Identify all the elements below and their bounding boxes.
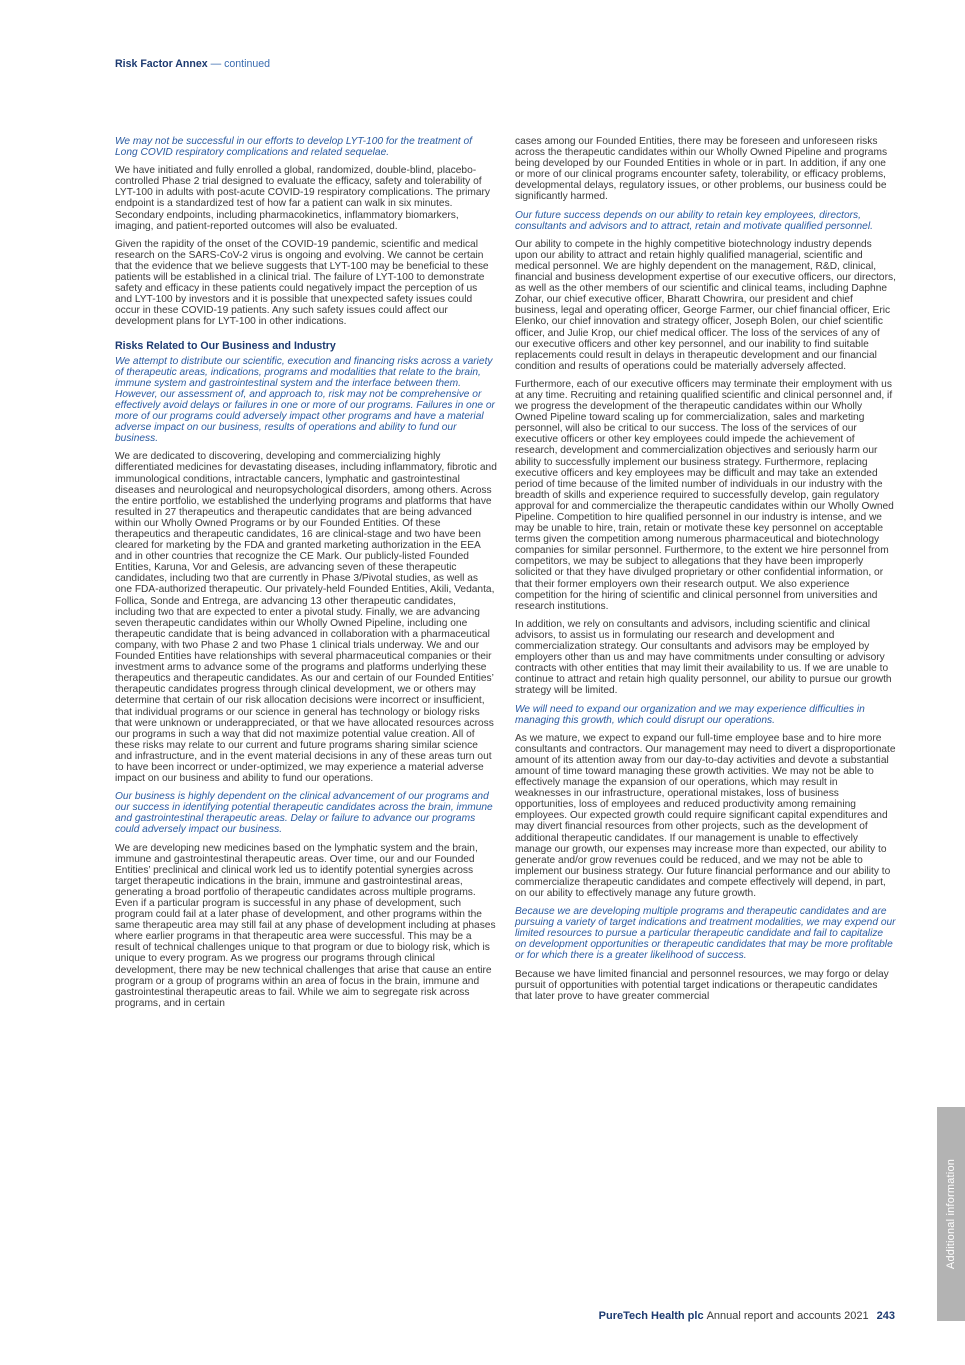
- body-paragraph: Because we have limited financial and personnel resources, we may forgo or delay pursuit of opportunities with potential target indications or therapeutic candidates that later prove to have greater commercial: [515, 968, 889, 1002]
- subheading-italic: We attempt to distribute our scientific, execution and financing risks across a variety of therapeutic areas, indications, programs and modalities that relate to the brain, immune system and gastrointestinal system and the interface between them. However, our assessment of, and approach to, risk may not be comprehensive or effectively avoid delays or failures in one or more of our programs. Failures in one or more of our programs could adversely impact other programs and have a material adverse impact on our business, results of operations and ability to fund our business.: [115, 355, 495, 445]
- footer-report-title: Annual report and accounts 2021: [706, 1310, 869, 1322]
- right-column: [515, 136, 896, 1009]
- body-paragraph: Our ability to compete in the highly competitive biotechnology industry depends upon our ability to attract and retain highly qualified managerial, scientific and medical personnel. We are highly dependent on the management, R&D, clinical, financial and business development expertise of our executive officers, our directors, as well as the other members of our scientific and clinical teams, including Daphne Zohar, our chief executive officer, Bharatt Chowrira, our president and chief business, legal and operating officer, George Farmer, our chief financial officer, Eric Elenko, our chief innovation and strategy officer, Joseph Bolen, our chief scientific officer, and Julie Krop, our chief medical officer. The loss of the services of any of our executive officers and other key personnel, and our inability to find suitable replacements could result in delays in therapeutic development and our financial condition and results of operations could be materially adversely affected.: [515, 238, 896, 372]
- side-tab-label: Additional information: [945, 1158, 957, 1270]
- body-paragraph: Furthermore, each of our executive officers may terminate their employment with us at any time. Recruiting and retaining qualified scientific and clinical personnel and, if we progress the development of the therapeutic candidates within our Wholly Owned Pipeline toward scaling up for commercialization, sales and marketing personnel, will also be critical to our success. The loss of the services of our executive officers or other key employees could impede the achievement of research, development and commercialization objectives and seriously harm our ability to successfully implement our business strategy. Furthermore, replacing executive officers and key employees may be difficult and may take an extended period of time because of the limited number of individuals in our industry with the breadth of skills and experience required to successfully develop, gain regulatory approval for and commercialize the therapeutic candidates within our Wholly Owned Pipeline. Competition to hire qualified personnel in our industry is intense, and we may be unable to hire, train, retain or motivate these key personnel on acceptable terms given the competition among numerous pharmaceutical and biotechnology companies for similar personnel. Furthermore, to the extent we hire personnel from competitors, we may be subject to allegations that they have been improperly solicited or that they have divulged proprietary or other confidential information, or that their former employers own their research output. We also experience competition for the hiring of scientific and clinical personnel from universities and research institutions.: [515, 378, 894, 612]
- section-side-tab: [937, 1107, 965, 1321]
- section-continued: — continued: [207, 58, 271, 70]
- left-column: [115, 136, 497, 1016]
- page-footer: [599, 1310, 895, 1322]
- subheading-italic: Our business is highly dependent on the clinical advancement of our programs and our success in identifying potential therapeutic candidates across the brain, immune and gastrointestinal therapeutic areas. Delay or failure to advance our programs could adversely impact our business.: [115, 791, 493, 836]
- page-number: 243: [876, 1310, 895, 1322]
- body-paragraph: In addition, we rely on consultants and advisors, including scientific and clinical advisors, to assist us in formulating our research and development and commercialization strategy. Our consultants and advisors may be employed by employers other than us and may have commitments under consulting or advisory contracts with other entities that may limit their availability to us. If we are unable to continue to attract and retain high quality personnel, our ability to pursue our growth strategy will be limited.: [515, 618, 892, 697]
- body-paragraph: cases among our Founded Entities, there may be foreseen and unforeseen risks across the therapeutic candidates within our Wholly Owned Pipeline and programs being developed by our Founded Entities in whole or in part. In addition, if any one or more of our clinical programs encounter safety, tolerability, or efficacy problems, developmental delays, regulatory issues, or other problems, our business could be significantly harmed.: [515, 136, 888, 203]
- subheading-italic: Because we are developing multiple programs and therapeutic candidates and are pursuing a variety of target indications and treatment modalities, we may expend our limited resources to pursue a particular therapeutic candidate and fail to capitalize on development opportunities or therapeutic candidates that may be more profitable or for which there is a greater likelihood of success.: [515, 906, 896, 962]
- body-paragraph: As we mature, we expect to expand our full-time employee base and to hire more consultants and contractors. Our management may need to divert a disproportionate amount of its attention away from our day-to-day activities and devote a substantial amount of time toward managing these growth activities. We may not be able to effectively manage the expansion of our operations, which may result in weaknesses in our infrastructure, operational mistakes, loss of business opportunities, loss of employees and reduced productivity among remaining employees. Our expected growth could require significant capital expenditures and may divert financial resources from other projects, such as the development of additional therapeutic candidates. If our management is unable to effectively manage our growth, our expenses may increase more than expected, our ability to generate and/or grow revenues could be reduced, and we may not be able to implement our business strategy. Our future financial performance and our ability to commercialize therapeutic candidates and compete effectively will depend, in part, on our ability to effectively manage any future growth.: [515, 732, 896, 899]
- subheading-italic: Our future success depends on our ability to retain key employees, directors, consultants and advisors and to attract, retain and motivate qualified personnel.: [515, 209, 873, 232]
- running-header: [115, 58, 270, 70]
- footer-brand: PureTech Health plc: [598, 1310, 704, 1322]
- section-title: Risk Factor Annex: [115, 58, 208, 70]
- body-paragraph: We have initiated and fully enrolled a global, randomized, double-blind, placebo-controlled Phase 2 trial designed to evaluate the efficacy, safety and tolerability of LYT-100 in adults with post-acute COVID-19 respiratory complications. The primary endpoint is a standardized test of how far a patient can walk in six minutes. Secondary endpoints, including pharmacokinetics, inflammatory biomarkers, imaging, and patient-reported outcomes will also be evaluated.: [115, 165, 491, 232]
- body-paragraph: We are developing new medicines based on the lymphatic system and the brain, immune and gastrointestinal therapeutic areas. Over time, our and our Founded Entities’ preclinical and clinical work led us to identify potential synergies across target therapeutic indications in the brain, immune and gastrointestinal areas, generating a broad portfolio of therapeutic candidates across multiple programs. Even if a particular program is successful in any phase of development, such program could fail at a later phase of development, and other programs within the same therapeutic area may still fail at any phase of development including at phases where earlier programs in that therapeutic area were successful. This may be a result of technical challenges unique to that program or due to biology risk, which is unique to every program. As we progress our programs through clinical development, there may be new technical challenges that arise that cause an entire program or a group of programs within an area of focus in the brain, immune and gastrointestinal therapeutic areas to fail. While we aim to segregate risk across programs, and in certain: [115, 842, 496, 1009]
- subheading-italic: We may not be successful in our efforts to develop LYT-100 for the treatment of Long COVID respiratory complications and related sequelae.: [115, 136, 472, 159]
- subheading-italic: We will need to expand our organization and we may experience difficulties in managing this growth, which could disrupt our operations.: [515, 703, 865, 726]
- body-paragraph: Given the rapidity of the onset of the COVID-19 pandemic, scientific and medical research on the SARS-CoV-2 virus is ongoing and evolving. We cannot be certain that the evidence that we believe suggests that LYT-100 may be beneficial to these patients will be established in a clinical trial. The failure of LYT-100 to demonstrate safety and efficacy in these patients could negatively impact the perception of us and LYT-100 by investors and it is possible that unexpected safety issues could occur in these COVID-19 patients. Any such safety issues could affect our development plans for LYT-100 in other indications.: [115, 238, 489, 328]
- body-paragraph: We are dedicated to discovering, developing and commercializing highly differentiated medicines for devastating diseases, including inflammatory, fibrotic and immunological conditions, intractable cancers, lymphatic and gastrointestinal diseases and neurological and neuropsychological disorders, among others. Across the entire portfolio, we established the underlying programs and platforms that have resulted in 27 therapeutics and therapeutic candidates that are being advanced within our Wholly Owned Programs or by our Founded Entities. Of these therapeutics and therapeutic candidates, 16 are clinical-stage and two have been cleared for marketing by the FDA and granted marketing authorization in the EEA and in other countries that recognize the CE Mark. Our publicly-listed Founded Entities, Karuna, Vor and Gelesis, are advancing seven of these therapeutic candidates, including two that are currently in Phase 3/Pivotal studies, as well as one FDA-authorized therapeutic. Our privately-held Founded Entities, Akili, Vedanta, Follica, Sonde and Entrega, are advancing 13 other therapeutic candidates, including two that are expected to enter a pivotal study. Finally, we are advancing seven therapeutic candidates within our Wholly Owned Pipeline, including one therapeutic candidate that is being advanced in collaboration with a pharmaceutical company, with two Phase 2 and two Phase 1 clinical trials underway. We and our Founded Entities have relationships with several pharmaceutical companies or their investment arms to advance some of the programs and platforms underlying these therapeutics and therapeutic candidates. As our and certain of our Founded Entities’ therapeutic candidates progress through clinical development, we or others may determine that certain of our risk allocation decisions were incorrect or insufficient, that individual programs or our science in general has technology or biology risks that were unknown or underappreciated, or that we have allocated resources across our programs in such a way that did not maximize potential value creation. All of these risks may relate to our current and future programs sharing similar science and infrastructure, and in the event material decisions in any of these areas turn out to have been incorrect or under-optimized, we may experience a material adverse impact on our business and ability to fund our operations.: [115, 451, 497, 785]
- section-heading: Risks Related to Our Business and Industry: [115, 339, 336, 352]
